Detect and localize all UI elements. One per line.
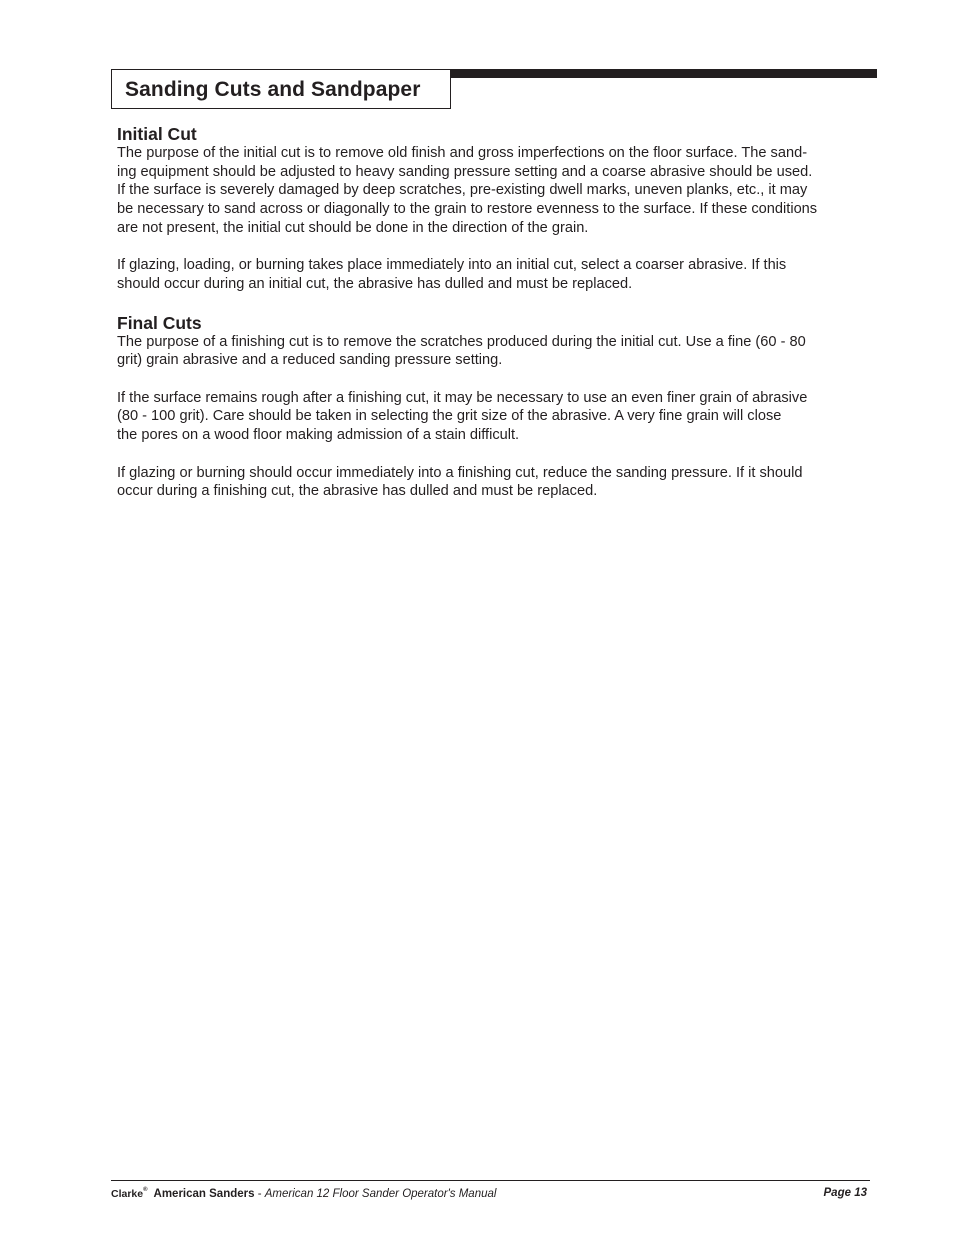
page-footer xyxy=(111,1187,870,1203)
text-line: should occur during an initial cut, the abrasive has dulled and must be replaced. xyxy=(117,275,633,292)
section-spacer xyxy=(117,294,877,313)
text-line: are not present, the initial cut should be done in the direction of the grain. xyxy=(117,219,589,236)
footer-brand-secondary: American Sanders xyxy=(153,1188,255,1200)
footer-rule xyxy=(111,1180,870,1181)
text-line: be necessary to sand across or diagonally to the grain to restore evenness to the surface. If these conditions xyxy=(117,201,818,218)
text-line: The purpose of a finishing cut is to remove the scratches produced during the initial cut. Use a fine (60 - 80 xyxy=(117,333,806,350)
document-body xyxy=(117,124,877,501)
footer-brand-primary: Clarke xyxy=(111,1188,144,1200)
section-initial-cut xyxy=(117,124,877,294)
text-line: (80 - 100 grit). Care should be taken in selecting the grit size of the abrasive. A very fine grain will close xyxy=(117,408,782,425)
text-line: occur during a finishing cut, the abrasive has dulled and must be replaced. xyxy=(117,483,598,500)
text-line: ing equipment should be adjusted to heavy sanding pressure setting and a coarse abrasive should be used. xyxy=(117,163,813,180)
text-line: If glazing or burning should occur immediately into a finishing cut, reduce the sanding pressure. If it should xyxy=(117,464,803,481)
paragraph xyxy=(117,256,877,293)
section-final-cuts xyxy=(117,313,877,501)
paragraph-spacer xyxy=(117,370,877,389)
section-heading: Final Cuts xyxy=(117,312,202,333)
page-title: Sanding Cuts and Sandpaper xyxy=(125,78,421,101)
paragraph xyxy=(117,333,877,370)
text-line: If the surface is severely damaged by deep scratches, pre-existing dwell marks, uneven planks, etc., it may xyxy=(117,182,808,199)
page-number: Page 13 xyxy=(823,1187,867,1199)
footer-separator: - xyxy=(254,1188,265,1200)
paragraph-spacer xyxy=(117,445,877,464)
section-title-box xyxy=(111,69,451,109)
section-heading: Initial Cut xyxy=(117,124,197,144)
text-line: The purpose of the initial cut is to remove old finish and gross imperfections on the floor surface. The sand- xyxy=(117,145,808,161)
paragraph xyxy=(117,144,877,238)
text-line: the pores on a wood floor making admission of a stain difficult. xyxy=(117,427,520,444)
registered-mark: ® xyxy=(143,1187,148,1193)
text-line: grit) grain abrasive and a reduced sanding pressure setting. xyxy=(117,352,503,369)
paragraph-spacer xyxy=(117,238,877,257)
text-line: If glazing, loading, or burning takes place immediately into an initial cut, select a coarser abrasive. If this xyxy=(117,257,787,274)
paragraph xyxy=(117,389,877,445)
footer-manual-title: American 12 Floor Sander Operator's Manual xyxy=(264,1188,497,1200)
text-line: If the surface remains rough after a finishing cut, it may be necessary to use an even finer grain of abrasive xyxy=(117,389,808,406)
paragraph xyxy=(117,464,877,501)
